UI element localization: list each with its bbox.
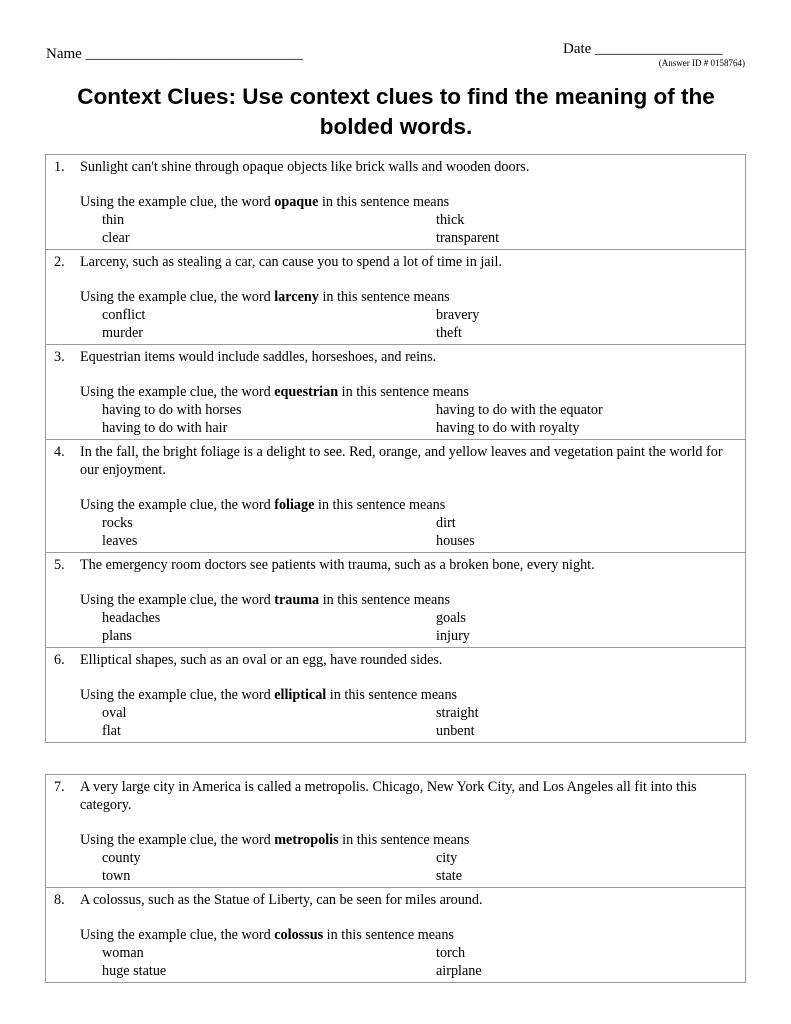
spacer	[54, 479, 737, 496]
answer-choice: houses	[436, 533, 475, 549]
answer-choices	[102, 609, 737, 645]
spacer	[54, 574, 737, 591]
answer-id: (Answer ID # 0158764)	[658, 58, 745, 68]
answer-choice: woman	[102, 945, 144, 961]
question-number: 1.	[54, 159, 65, 175]
question-sentence: A very large city in America is called a metropolis. Chicago, New York City, and Los Angeles all fit into this category.	[80, 779, 697, 813]
question-prompt	[80, 926, 737, 944]
answer-choices	[102, 944, 737, 980]
answer-choice: straight	[436, 705, 479, 721]
question-sentence: In the fall, the bright foliage is a delight to see. Red, orange, and yellow leaves and vegetation paint the world for our enjoyment.	[80, 444, 723, 478]
bolded-word: elliptical	[274, 687, 327, 703]
question-sentence: Larceny, such as stealing a car, can cause you to spend a lot of time in jail.	[80, 254, 503, 270]
bolded-word: colossus	[274, 927, 324, 943]
answer-choice: leaves	[102, 533, 138, 549]
question-number: 2.	[54, 254, 65, 270]
prompt-prefix: Using the example clue, the word	[80, 832, 271, 848]
answer-choice: town	[102, 868, 131, 884]
prompt-prefix: Using the example clue, the word	[80, 592, 271, 608]
question-item	[46, 439, 745, 552]
question-number: 4.	[54, 444, 65, 460]
prompt-prefix: Using the example clue, the word	[80, 384, 271, 400]
question-prompt	[80, 288, 737, 306]
spacer	[54, 669, 737, 686]
question-prompt	[80, 496, 737, 514]
question-prompt	[80, 686, 737, 704]
question-row	[54, 443, 737, 479]
question-row	[54, 348, 737, 366]
bolded-word: opaque	[274, 194, 319, 210]
question-number: 7.	[54, 779, 65, 795]
prompt-prefix: Using the example clue, the word	[80, 497, 271, 513]
answer-choice: having to do with horses	[102, 402, 242, 418]
question-prompt	[80, 591, 737, 609]
answer-choice: goals	[436, 610, 466, 626]
prompt-suffix: in this sentence means	[341, 384, 469, 400]
answer-choice: airplane	[436, 963, 482, 979]
bolded-word: equestrian	[274, 384, 339, 400]
question-sentence: Equestrian items would include saddles, horseshoes, and reins.	[80, 349, 437, 365]
spacer	[54, 176, 737, 193]
question-group-1	[45, 154, 746, 743]
answer-choice: conflict	[102, 307, 146, 323]
question-prompt	[80, 831, 737, 849]
answer-choice: murder	[102, 325, 143, 341]
question-row	[54, 253, 737, 271]
question-item	[46, 155, 745, 249]
answer-choices	[102, 514, 737, 550]
question-row	[54, 556, 737, 574]
question-item	[46, 775, 745, 887]
bolded-word: metropolis	[274, 832, 339, 848]
question-item	[46, 647, 745, 742]
question-sentence: Elliptical shapes, such as an oval or an egg, have rounded sides.	[80, 652, 443, 668]
prompt-prefix: Using the example clue, the word	[80, 687, 271, 703]
question-group-2	[45, 774, 746, 983]
answer-choices	[102, 849, 737, 885]
bolded-word: larceny	[274, 289, 319, 305]
question-row	[54, 158, 737, 176]
answer-choice: torch	[436, 945, 466, 961]
answer-choice: huge statue	[102, 963, 167, 979]
question-item	[46, 552, 745, 647]
spacer	[54, 271, 737, 288]
question-item	[46, 249, 745, 344]
prompt-prefix: Using the example clue, the word	[80, 194, 271, 210]
answer-choice: bravery	[436, 307, 480, 323]
answer-choice: unbent	[436, 723, 475, 739]
question-number: 5.	[54, 557, 65, 573]
prompt-suffix: in this sentence means	[322, 592, 450, 608]
spacer	[54, 814, 737, 831]
spacer	[54, 366, 737, 383]
question-sentence: A colossus, such as the Statue of Liberty, can be seen for miles around.	[80, 892, 483, 908]
question-number: 8.	[54, 892, 65, 908]
question-sentence: The emergency room doctors see patients with trauma, such as a broken bone, every night.	[80, 557, 595, 573]
answer-choice: county	[102, 850, 141, 866]
prompt-suffix: in this sentence means	[329, 687, 458, 703]
name-field-label: Name _____________________________	[46, 46, 304, 62]
date-field-label: Date _________________	[563, 41, 723, 57]
answer-choices	[102, 211, 737, 247]
answer-choice: thin	[102, 212, 125, 228]
answer-choice: theft	[436, 325, 462, 341]
prompt-suffix: in this sentence means	[322, 289, 450, 305]
prompt-suffix: in this sentence means	[317, 497, 446, 513]
question-row	[54, 778, 737, 814]
answer-choice: transparent	[436, 230, 500, 246]
prompt-suffix: in this sentence means	[342, 832, 470, 848]
question-item	[46, 887, 745, 982]
spacer	[54, 909, 737, 926]
answer-choice: headaches	[102, 610, 161, 626]
question-row	[54, 651, 737, 669]
prompt-suffix: in this sentence means	[321, 194, 450, 210]
answer-choices	[102, 704, 737, 740]
answer-choices	[102, 401, 737, 437]
prompt-prefix: Using the example clue, the word	[80, 927, 271, 943]
answer-choice: clear	[102, 230, 130, 246]
prompt-suffix: in this sentence means	[326, 927, 454, 943]
answer-choice: dirt	[436, 515, 456, 531]
answer-choice: rocks	[102, 515, 133, 531]
question-number: 3.	[54, 349, 65, 365]
question-item	[46, 344, 745, 439]
answer-choice: having to do with hair	[102, 420, 228, 436]
prompt-prefix: Using the example clue, the word	[80, 289, 271, 305]
answer-choice: having to do with the equator	[436, 402, 603, 418]
bolded-word: foliage	[274, 497, 315, 513]
question-prompt	[80, 383, 737, 401]
answer-choices	[102, 306, 737, 342]
question-row	[54, 891, 737, 909]
answer-choice: injury	[436, 628, 470, 644]
answer-choice: state	[436, 868, 462, 884]
answer-choice: flat	[102, 723, 121, 739]
answer-choice: oval	[102, 705, 127, 721]
bolded-word: trauma	[274, 592, 320, 608]
answer-choice: plans	[102, 628, 132, 644]
question-number: 6.	[54, 652, 65, 668]
question-prompt	[80, 193, 737, 211]
question-sentence: Sunlight can't shine through opaque objects like brick walls and wooden doors.	[80, 159, 530, 175]
answer-choice: thick	[436, 212, 465, 228]
answer-choice: having to do with royalty	[436, 420, 580, 436]
page-title: Context Clues: Use context clues to find the meaning of the bolded words.	[77, 84, 715, 139]
answer-choice: city	[436, 850, 458, 866]
